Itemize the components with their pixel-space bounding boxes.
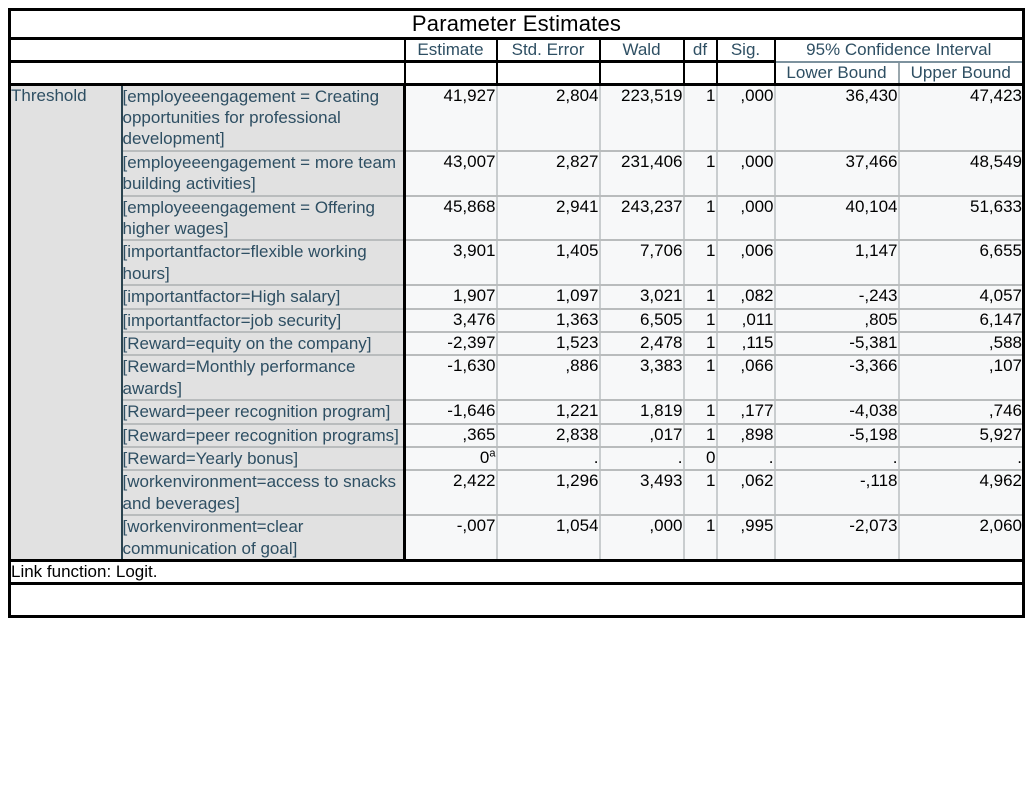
cell-estimate: 0$^a$ xyxy=(405,447,497,470)
cell-sig: ,995 xyxy=(717,515,775,560)
cell-lower-bound: -3,366 xyxy=(775,355,899,400)
table-row xyxy=(10,309,1024,332)
column-header-std-error: Std. Error xyxy=(497,39,600,62)
cell-sig: ,000 xyxy=(717,151,775,196)
cell-wald: 7,706 xyxy=(600,240,684,285)
cell-std-error: 1,405 xyxy=(497,240,600,285)
cell-lower-bound: 37,466 xyxy=(775,151,899,196)
cell-std-error: 2,827 xyxy=(497,151,600,196)
cell-lower-bound: -2,073 xyxy=(775,515,899,560)
cell-upper-bound: ,107 xyxy=(899,355,1024,400)
cell-estimate: ,365 xyxy=(405,424,497,447)
cell-estimate: 45,868 xyxy=(405,196,497,241)
cell-estimate: 43,007 xyxy=(405,151,497,196)
cell-sig: ,011 xyxy=(717,309,775,332)
cell-upper-bound: 48,549 xyxy=(899,151,1024,196)
column-header-upper-bound: Upper Bound xyxy=(899,62,1024,85)
cell-wald: ,000 xyxy=(600,515,684,560)
row-label: [Reward=Monthly performance awards] xyxy=(122,355,405,400)
cell-upper-bound: ,746 xyxy=(899,400,1024,423)
cell-lower-bound: -4,038 xyxy=(775,400,899,423)
row-group-label-threshold: Threshold xyxy=(10,84,122,561)
cell-std-error: 1,296 xyxy=(497,470,600,515)
table-row xyxy=(10,151,1024,196)
cell-wald: . xyxy=(600,447,684,470)
row-label: [Reward=peer recognition program] xyxy=(122,400,405,423)
column-header-wald: Wald xyxy=(600,39,684,62)
header-row-secondary xyxy=(10,62,1024,85)
footnote-marker: a xyxy=(489,447,496,460)
cell-sig: ,000 xyxy=(717,84,775,151)
column-subheader-spacer-std-error xyxy=(497,62,600,85)
table-body xyxy=(10,84,1024,561)
cell-df: 1 xyxy=(684,470,717,515)
cell-std-error: 2,804 xyxy=(497,84,600,151)
cell-wald: 6,505 xyxy=(600,309,684,332)
row-label: [employeeengagement = Creating opportunities for professional development] xyxy=(122,84,405,151)
cell-estimate: -2,397 xyxy=(405,332,497,355)
column-header-sig: Sig. xyxy=(717,39,775,62)
cell-upper-bound: 51,633 xyxy=(899,196,1024,241)
cell-sig: ,006 xyxy=(717,240,775,285)
cell-sig: ,062 xyxy=(717,470,775,515)
cell-lower-bound: -,118 xyxy=(775,470,899,515)
cell-df: 1 xyxy=(684,332,717,355)
column-subheader-spacer-wald xyxy=(600,62,684,85)
column-subheader-spacer-sig xyxy=(717,62,775,85)
cell-lower-bound: -5,381 xyxy=(775,332,899,355)
table-row xyxy=(10,285,1024,308)
cell-lower-bound: 36,430 xyxy=(775,84,899,151)
cell-upper-bound: ,588 xyxy=(899,332,1024,355)
cell-std-error: 2,838 xyxy=(497,424,600,447)
cell-wald: 3,383 xyxy=(600,355,684,400)
cell-sig: ,898 xyxy=(717,424,775,447)
cell-sig: ,082 xyxy=(717,285,775,308)
table-row xyxy=(10,400,1024,423)
row-label: [workenvironment=access to snacks and beverages] xyxy=(122,470,405,515)
cell-std-error: 1,523 xyxy=(497,332,600,355)
page-title: Parameter Estimates xyxy=(10,10,1024,39)
cell-estimate: -1,646 xyxy=(405,400,497,423)
table-title-row xyxy=(10,10,1024,39)
cell-wald: ,017 xyxy=(600,424,684,447)
table-row xyxy=(10,196,1024,241)
cell-df: 1 xyxy=(684,151,717,196)
cell-wald: 231,406 xyxy=(600,151,684,196)
header-row-primary xyxy=(10,39,1024,62)
cell-wald: 1,819 xyxy=(600,400,684,423)
cell-wald: 3,493 xyxy=(600,470,684,515)
row-label: [Reward=equity on the company] xyxy=(122,332,405,355)
table-row xyxy=(10,332,1024,355)
column-subheader-spacer-parameter xyxy=(10,62,405,85)
row-label: [importantfactor=High salary] xyxy=(122,285,405,308)
cell-sig: ,066 xyxy=(717,355,775,400)
cell-upper-bound: 6,655 xyxy=(899,240,1024,285)
row-label: [importantfactor=job security] xyxy=(122,309,405,332)
footnote-link-function: Link function: Logit. xyxy=(10,561,1024,584)
cell-upper-bound: 2,060 xyxy=(899,515,1024,560)
cell-upper-bound: 6,147 xyxy=(899,309,1024,332)
cell-wald: 3,021 xyxy=(600,285,684,308)
cell-lower-bound: ,805 xyxy=(775,309,899,332)
column-header-df: df xyxy=(684,39,717,62)
cell-upper-bound: 5,927 xyxy=(899,424,1024,447)
cell-lower-bound: 1,147 xyxy=(775,240,899,285)
footnote-blank xyxy=(10,584,1024,617)
cell-std-error: 1,363 xyxy=(497,309,600,332)
cell-sig: ,000 xyxy=(717,196,775,241)
cell-estimate: -,007 xyxy=(405,515,497,560)
table-row xyxy=(10,515,1024,560)
column-header-confidence-interval-group: 95% Confidence Interval xyxy=(775,39,1024,62)
cell-estimate: 41,927 xyxy=(405,84,497,151)
column-subheader-spacer-df xyxy=(684,62,717,85)
table-row xyxy=(10,84,1024,151)
column-header-estimate: Estimate xyxy=(405,39,497,62)
cell-upper-bound: 4,057 xyxy=(899,285,1024,308)
cell-estimate: 3,476 xyxy=(405,309,497,332)
cell-lower-bound: -,243 xyxy=(775,285,899,308)
cell-df: 1 xyxy=(684,515,717,560)
cell-df: 1 xyxy=(684,196,717,241)
cell-upper-bound: 4,962 xyxy=(899,470,1024,515)
table-row xyxy=(10,424,1024,447)
cell-df: 1 xyxy=(684,355,717,400)
footnote-blank-row xyxy=(10,584,1024,617)
cell-df: 1 xyxy=(684,309,717,332)
cell-lower-bound: -5,198 xyxy=(775,424,899,447)
footnote-row xyxy=(10,561,1024,584)
cell-std-error: . xyxy=(497,447,600,470)
cell-df: 1 xyxy=(684,240,717,285)
cell-upper-bound: 47,423 xyxy=(899,84,1024,151)
row-label: [importantfactor=flexible working hours] xyxy=(122,240,405,285)
table-row xyxy=(10,447,1024,470)
cell-estimate: 2,422 xyxy=(405,470,497,515)
cell-std-error: 1,054 xyxy=(497,515,600,560)
cell-std-error: 2,941 xyxy=(497,196,600,241)
row-label: [Reward=Yearly bonus] xyxy=(122,447,405,470)
table-row xyxy=(10,240,1024,285)
cell-df: 1 xyxy=(684,84,717,151)
cell-lower-bound: . xyxy=(775,447,899,470)
cell-sig: . xyxy=(717,447,775,470)
table-row xyxy=(10,355,1024,400)
cell-std-error: 1,097 xyxy=(497,285,600,308)
cell-df: 1 xyxy=(684,424,717,447)
column-subheader-spacer-estimate xyxy=(405,62,497,85)
parameter-estimates-table xyxy=(8,8,1025,618)
table-row xyxy=(10,470,1024,515)
cell-lower-bound: 40,104 xyxy=(775,196,899,241)
cell-wald: 243,237 xyxy=(600,196,684,241)
cell-wald: 2,478 xyxy=(600,332,684,355)
column-header-parameter xyxy=(10,39,405,62)
cell-df: 0 xyxy=(684,447,717,470)
column-header-lower-bound: Lower Bound xyxy=(775,62,899,85)
row-label: [Reward=peer recognition programs] xyxy=(122,424,405,447)
row-label: [workenvironment=clear communication of goal] xyxy=(122,515,405,560)
cell-df: 1 xyxy=(684,285,717,308)
cell-upper-bound: . xyxy=(899,447,1024,470)
cell-std-error: ,886 xyxy=(497,355,600,400)
cell-std-error: 1,221 xyxy=(497,400,600,423)
cell-estimate: 1,907 xyxy=(405,285,497,308)
cell-sig: ,177 xyxy=(717,400,775,423)
row-label: [employeeengagement = more team building activities] xyxy=(122,151,405,196)
cell-sig: ,115 xyxy=(717,332,775,355)
cell-estimate: -1,630 xyxy=(405,355,497,400)
cell-wald: 223,519 xyxy=(600,84,684,151)
cell-df: 1 xyxy=(684,400,717,423)
row-label: [employeeengagement = Offering higher wages] xyxy=(122,196,405,241)
cell-estimate: 3,901 xyxy=(405,240,497,285)
